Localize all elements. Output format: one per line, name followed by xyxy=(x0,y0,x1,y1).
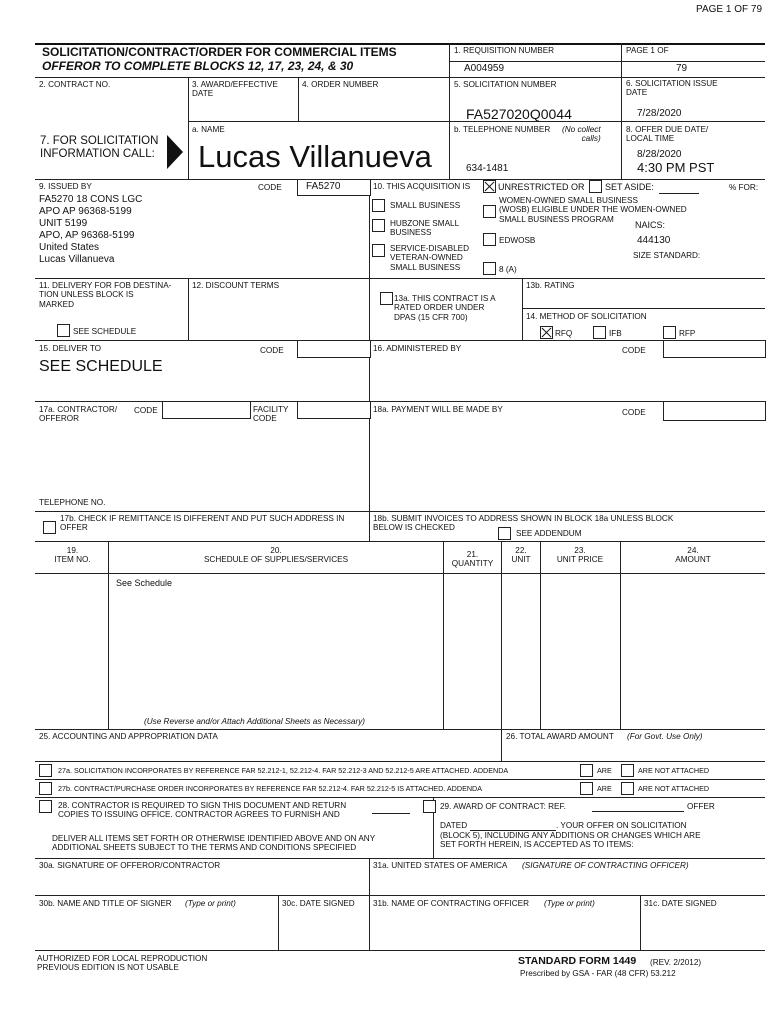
edwosb-label: EDWOSB xyxy=(499,236,536,245)
arrow-right-icon xyxy=(167,135,183,169)
page-indicator: PAGE 1 OF 79 xyxy=(696,4,762,15)
27a-are-checkbox[interactable] xyxy=(580,764,593,777)
fob-see-schedule-checkbox[interactable] xyxy=(57,324,70,337)
block18b-label: 18b. SUBMIT INVOICES TO ADDRESS SHOWN IN BLOCK 18a UNLESS BLOCK BELOW IS CHECKED xyxy=(373,514,674,533)
reverse-note: (Use Reverse and/or Attach Additional Sheets as Necessary) xyxy=(144,717,366,726)
block7a-label: a. NAME xyxy=(192,125,225,134)
set-aside-checkbox[interactable] xyxy=(589,180,602,193)
block26-note: (For Govt. Use Only) xyxy=(627,732,703,741)
unrestricted-checkbox[interactable] xyxy=(483,180,496,193)
requisition-number[interactable]: A004959 xyxy=(464,63,505,74)
block13b-label: 13b. RATING xyxy=(526,281,575,290)
block30b-label: 30b. NAME AND TITLE OF SIGNER xyxy=(39,899,172,908)
sdvosb-label: SERVICE-DISABLED VETERAN-OWNED SMALL BUSINESS xyxy=(390,244,470,272)
ifb-checkbox[interactable] xyxy=(593,326,606,339)
offer-due-date[interactable]: 8/28/2020 xyxy=(637,149,682,160)
block7b-note: (No collect calls) xyxy=(562,125,601,144)
issue-date[interactable]: 7/28/2020 xyxy=(637,108,682,119)
block30c-label: 30c. DATE SIGNED xyxy=(282,899,355,908)
27b-are-label: ARE xyxy=(597,784,612,793)
wosb-checkbox[interactable] xyxy=(483,205,496,218)
block29-text2: (BLOCK 5), INCLUDING ANY ADDITIONS OR CHANGES WHICH ARE SET FORTH HEREIN, IS ACCEPTED AS TO ITEMS: xyxy=(440,831,701,850)
set-aside-pct-line[interactable] xyxy=(659,193,699,194)
rfq-checkbox[interactable] xyxy=(540,326,553,339)
contact-name[interactable]: Lucas Villanueva xyxy=(198,139,432,174)
block25-label: 25. ACCOUNTING AND APPROPRIATION DATA xyxy=(39,732,218,741)
block15-code-box[interactable] xyxy=(297,340,371,358)
block13a-label: 13a. THIS CONTRACT IS A RATED ORDER UNDER DPAS (15 CFR 700) xyxy=(394,294,496,322)
wosb-label: WOMEN-OWNED SMALL BUSINESS (WOSB) ELIGIBLE UNDER THE WOMEN-OWNED SMALL BUSINESS PROGRAM xyxy=(499,196,687,224)
block16-label: 16. ADMINISTERED BY xyxy=(373,344,462,353)
col-amount: 24. AMOUNT xyxy=(675,546,711,565)
col-quantity: 21. QUANTITY xyxy=(451,550,494,569)
27b-are-checkbox[interactable] xyxy=(580,782,593,795)
block2-label: 2. CONTRACT NO. xyxy=(39,80,111,89)
block31c-label: 31c. DATE SIGNED xyxy=(644,899,717,908)
remittance-checkbox[interactable] xyxy=(43,521,56,534)
block4-label: 4. ORDER NUMBER xyxy=(302,80,379,89)
form-number: STANDARD FORM 1449 xyxy=(518,955,637,967)
27a-are-not-checkbox[interactable] xyxy=(621,764,634,777)
block7b-label: b. TELEPHONE NUMBER xyxy=(454,125,551,134)
page-of-value: 79 xyxy=(676,63,688,74)
block16-code-box[interactable] xyxy=(663,340,766,358)
block10-label: 10. THIS ACQUISITION IS xyxy=(373,182,471,191)
block16-code-label: CODE xyxy=(622,346,646,355)
edwosb-checkbox[interactable] xyxy=(483,233,496,246)
block28-text2: DELIVER ALL ITEMS SET FORTH OR OTHERWISE IDENTIFIED ABOVE AND ON ANY ADDITIONAL SHEETS SUBJECT TO THE TERMS AND CONDITIONS SPECIFIED xyxy=(52,834,376,853)
block31a-note: (SIGNATURE OF CONTRACTING OFFICER) xyxy=(522,861,689,870)
block29-text1: . YOUR OFFER ON SOLICITATION xyxy=(556,821,687,830)
form-title: SOLICITATION/CONTRACT/ORDER FOR COMMERCIAL ITEMS xyxy=(42,45,397,59)
naics-label: NAICS: xyxy=(635,220,666,230)
hubzone-checkbox[interactable] xyxy=(372,219,385,232)
offer-due-time[interactable]: 4:30 PM PST xyxy=(637,160,715,175)
block30b-note: (Type or print) xyxy=(185,899,236,908)
block18a-label: 18a. PAYMENT WILL BE MADE BY xyxy=(373,405,503,414)
contact-phone[interactable]: 634-1481 xyxy=(466,163,509,174)
block15-label: 15. DELIVER TO xyxy=(39,344,102,353)
solicitation-number[interactable]: FA527020Q0044 xyxy=(466,106,572,122)
29-checkbox[interactable] xyxy=(423,800,436,813)
set-aside-label: SET ASIDE: xyxy=(605,182,654,192)
col-unit-price: 23. UNIT PRICE xyxy=(556,546,604,565)
dpas-checkbox[interactable] xyxy=(380,292,393,305)
page-of-label: PAGE 1 OF xyxy=(626,46,669,55)
27b-checkbox[interactable] xyxy=(39,782,52,795)
block15-code-label: CODE xyxy=(260,346,284,355)
prescribed-by: Prescribed by GSA - FAR (48 CFR) 53.212 xyxy=(520,969,676,978)
footer-left: AUTHORIZED FOR LOCAL REPRODUCTION PREVIOUS EDITION IS NOT USABLE xyxy=(37,954,208,973)
block1-label: 1. REQUISITION NUMBER xyxy=(454,46,555,55)
issued-by-address: FA5270 18 CONS LGC APO AP 96368-5199 UNIT 5199 APO, AP 96368-5199 United States Lucas Villanueva xyxy=(39,194,143,265)
eight-a-label: 8 (A) xyxy=(499,265,517,274)
col-item-no: 19. ITEM NO. xyxy=(54,546,91,565)
block29-offer: OFFER xyxy=(687,802,715,811)
small-business-label: SMALL BUSINESS xyxy=(390,201,461,210)
27a-are-not-label: ARE NOT ATTACHED xyxy=(638,766,710,775)
block29-dated: DATED xyxy=(440,821,468,830)
issued-by-code: FA5270 xyxy=(306,181,341,192)
schedule-see-schedule: See Schedule xyxy=(116,578,173,588)
facility-code-label: FACILITY CODE xyxy=(253,405,289,424)
block26-label: 26. TOTAL AWARD AMOUNT xyxy=(506,732,614,741)
facility-code-box[interactable] xyxy=(297,401,371,419)
block17a-code-box[interactable] xyxy=(162,401,251,419)
hubzone-label: HUBZONE SMALL BUSINESS xyxy=(390,219,460,238)
27b-are-not-checkbox[interactable] xyxy=(621,782,634,795)
block17a-code-label: CODE xyxy=(134,406,158,415)
fob-see-schedule-label: SEE SCHEDULE xyxy=(73,327,137,336)
form-subtitle: OFFEROR TO COMPLETE BLOCKS 12, 17, 23, 24, & 30 xyxy=(42,59,354,73)
rfq-label: RFQ xyxy=(555,329,573,338)
copies-line[interactable] xyxy=(372,813,410,814)
27b-are-not-label: ARE NOT ATTACHED xyxy=(638,784,710,793)
block18a-code-label: CODE xyxy=(622,408,646,417)
block30a-label: 30a. SIGNATURE OF OFFEROR/CONTRACTOR xyxy=(39,861,221,870)
block31a-label: 31a. UNITED STATES OF AMERICA xyxy=(373,861,508,870)
27a-checkbox[interactable] xyxy=(39,764,52,777)
small-business-checkbox[interactable] xyxy=(372,199,385,212)
block3-label: 3. AWARD/EFFECTIVE DATE xyxy=(192,80,278,99)
block18a-code-box[interactable] xyxy=(663,401,766,421)
block9-code-label: CODE xyxy=(258,183,282,192)
block29-label: 29. AWARD OF CONTRACT: REF. xyxy=(440,802,566,811)
size-standard-label: SIZE STANDARD: xyxy=(633,251,701,260)
naics-code[interactable]: 444130 xyxy=(637,235,671,246)
block7-label: 7. FOR SOLICITATION INFORMATION CALL: xyxy=(40,135,159,161)
block28-label: 28. CONTRACTOR IS REQUIRED TO SIGN THIS DOCUMENT AND RETURN COPIES TO ISSUING OFFICE. CONTRACTOR AGREES TO FURNISH AND xyxy=(58,801,347,820)
block31b-note: (Type or print) xyxy=(544,899,595,908)
telephone-label: TELEPHONE NO. xyxy=(39,498,106,507)
block9-label: 9. ISSUED BY xyxy=(39,182,92,191)
block11-label: 11. DELIVERY FOR FOB DESTINA- TION UNLESS BLOCK IS MARKED xyxy=(39,281,172,309)
ifb-label: IFB xyxy=(609,329,622,338)
sdvosb-checkbox[interactable] xyxy=(372,244,385,257)
addendum-checkbox[interactable] xyxy=(498,527,511,540)
block31b-label: 31b. NAME OF CONTRACTING OFFICER xyxy=(373,899,530,908)
28-checkbox[interactable] xyxy=(39,800,52,813)
col-schedule: 20. SCHEDULE OF SUPPLIES/SERVICES xyxy=(203,546,349,565)
block27b-label: 27b. CONTRACT/PURCHASE ORDER INCORPORATES BY REFERENCE FAR 52.212-4. FAR 52.212-5 IS ATTACHED. ADDENDA xyxy=(58,784,483,793)
block17a-label: 17a. CONTRACTOR/ OFFEROR xyxy=(39,405,118,424)
form-revision: (REV. 2/2012) xyxy=(650,958,702,967)
deliver-to-value[interactable]: SEE SCHEDULE xyxy=(39,358,163,375)
rfp-label: RFP xyxy=(679,329,696,338)
percent-for-label: % FOR: xyxy=(729,183,759,192)
rfp-checkbox[interactable] xyxy=(663,326,676,339)
block8-label: 8. OFFER DUE DATE/ LOCAL TIME xyxy=(626,125,709,144)
block27a-label: 27a. SOLICITATION INCORPORATES BY REFERENCE FAR 52.212-1, 52.212-4. FAR 52.212-3 AND 52.212-5 ARE ATTACHED. ADDENDA xyxy=(58,766,509,775)
block14-label: 14. METHOD OF SOLICITATION xyxy=(526,312,647,321)
col-unit: 22. UNIT xyxy=(511,546,531,565)
addendum-label: SEE ADDENDUM xyxy=(516,529,582,538)
ref-line[interactable] xyxy=(592,811,684,812)
block6-label: 6. SOLICITATION ISSUE DATE xyxy=(626,79,718,98)
block17b-label: 17b. CHECK IF REMITTANCE IS DIFFERENT AND PUT SUCH ADDRESS IN OFFER xyxy=(60,514,345,533)
block12-label: 12. DISCOUNT TERMS xyxy=(192,281,280,290)
unrestricted-label: UNRESTRICTED OR xyxy=(498,182,585,192)
block5-label: 5. SOLICITATION NUMBER xyxy=(454,80,557,89)
eight-a-checkbox[interactable] xyxy=(483,262,496,275)
27a-are-label: ARE xyxy=(597,766,612,775)
